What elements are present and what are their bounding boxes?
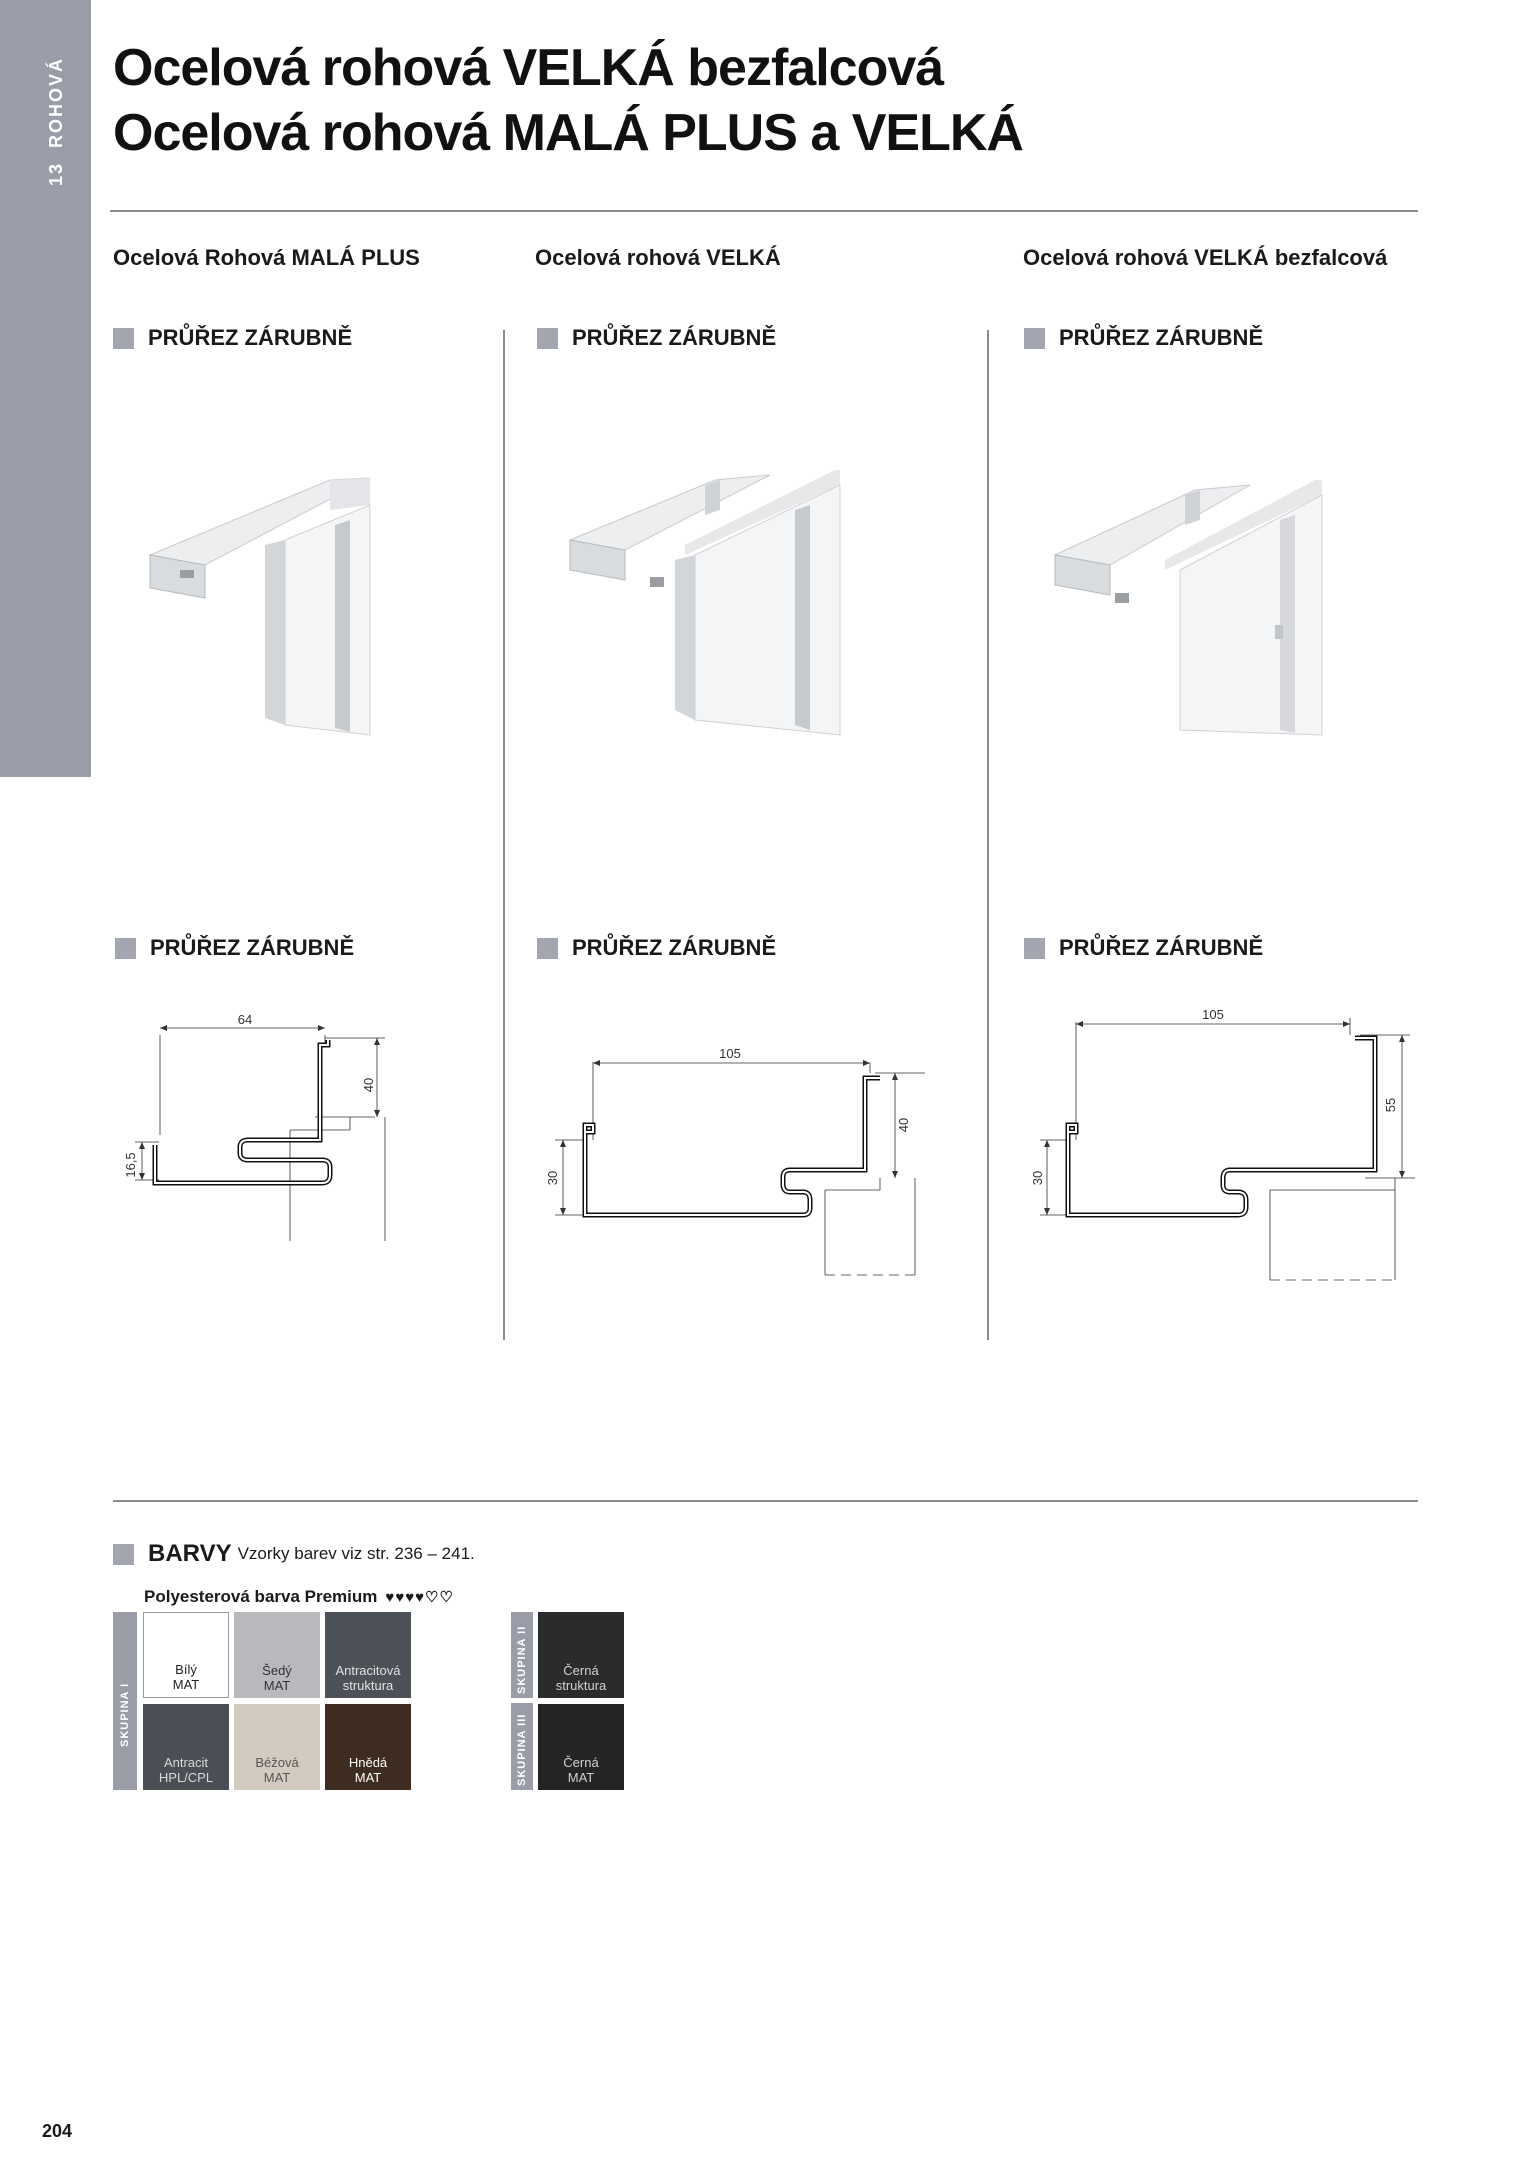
- column-title-velka: Ocelová rohová VELKÁ: [535, 245, 781, 270]
- group-label-1: SKUPINA I: [113, 1612, 137, 1790]
- side-tab-text: [46, 57, 67, 186]
- profile-diagram-velka: [535, 1040, 935, 1290]
- color-swatch: [234, 1704, 320, 1790]
- frame-photo-velka: [565, 465, 845, 745]
- column-title-velka-bezfalcova: Ocelová rohová VELKÁ bezfalcová: [1023, 245, 1388, 270]
- page-title-line-2: Ocelová rohová MALÁ PLUS a VELKÁ: [113, 104, 1023, 162]
- color-swatch-label: Antracit HPL/CPL: [158, 1755, 214, 1785]
- color-swatch: [325, 1704, 411, 1790]
- colors-heading: [113, 1540, 475, 1568]
- bullet-square-icon: [115, 938, 136, 959]
- dim-depth-label: 55: [1383, 1097, 1398, 1113]
- column-divider: [503, 330, 505, 1340]
- dim-width-label: 64: [237, 1012, 253, 1027]
- premium-paint-label: Polyesterová barva Premium ♥♥♥♥♡♡: [144, 1587, 454, 1606]
- rating-hearts-icon: ♥♥♥♥♡♡: [385, 1589, 454, 1606]
- bullet-square-icon: [1024, 328, 1045, 349]
- color-swatch: [143, 1612, 229, 1698]
- section-heading: PRŮŘEZ ZÁRUBNĚ: [1024, 935, 1263, 961]
- color-swatch: [538, 1612, 624, 1698]
- dim-rebate-label: 30: [1030, 1170, 1045, 1186]
- colors-label: BARVY: [148, 1540, 232, 1567]
- bullet-square-icon: [113, 328, 134, 349]
- dim-depth-label: 40: [361, 1077, 376, 1093]
- chapter-label: ROHOVÁ: [46, 56, 66, 148]
- color-swatch-label: Šedý MAT: [262, 1663, 292, 1693]
- color-swatch-label: Bílý MAT: [172, 1662, 200, 1692]
- side-tab: [0, 0, 91, 777]
- dim-rebate-label: 30: [545, 1170, 560, 1186]
- colors-divider: [113, 1500, 1418, 1502]
- color-swatch-label: Hnědá MAT: [348, 1755, 388, 1785]
- profile-diagram-mala-plus: [115, 1005, 435, 1255]
- colors-note: Vzorky barev viz str. 236 – 241.: [237, 1544, 475, 1563]
- frame-photo-velka-bezfalcova: [1050, 465, 1330, 745]
- bullet-square-icon: [113, 1544, 134, 1565]
- dim-depth-label: 40: [896, 1117, 911, 1133]
- frame-photo-mala-plus: [145, 470, 385, 740]
- bullet-square-icon: [537, 328, 558, 349]
- page-number: 204: [42, 2121, 73, 2141]
- color-swatch: [143, 1704, 229, 1790]
- section-heading: PRŮŘEZ ZÁRUBNĚ: [537, 325, 776, 351]
- color-swatch: [325, 1612, 411, 1698]
- color-swatch-label: Antracitová struktura: [335, 1663, 401, 1693]
- color-swatch-label: Černá struktura: [555, 1663, 607, 1693]
- color-swatch-label: Černá MAT: [563, 1755, 599, 1785]
- color-swatch: [234, 1612, 320, 1698]
- page-title-line-1: Ocelová rohová VELKÁ bezfalcová: [113, 39, 944, 97]
- section-heading: PRŮŘEZ ZÁRUBNĚ: [115, 935, 354, 961]
- section-heading: PRŮŘEZ ZÁRUBNĚ: [537, 935, 776, 961]
- group-label-2: SKUPINA II: [511, 1612, 533, 1698]
- bullet-square-icon: [537, 938, 558, 959]
- profile-diagram-velka-bezfalcova: [1020, 1000, 1420, 1290]
- title-divider: [110, 210, 1418, 212]
- section-heading: PRŮŘEZ ZÁRUBNĚ: [1024, 325, 1263, 351]
- dim-rebate-label: 16,5: [123, 1152, 138, 1178]
- dim-width-label: 105: [719, 1046, 741, 1061]
- column-title-mala-plus: Ocelová Rohová MALÁ PLUS: [113, 245, 420, 270]
- bullet-square-icon: [1024, 938, 1045, 959]
- section-heading: PRŮŘEZ ZÁRUBNĚ: [113, 325, 352, 351]
- dim-width-label: 105: [1202, 1007, 1224, 1022]
- color-swatch: [538, 1704, 624, 1790]
- color-swatch-label: Béžová MAT: [255, 1755, 299, 1785]
- column-divider: [987, 330, 989, 1340]
- chapter-number: 13: [46, 161, 66, 186]
- group-label-3: SKUPINA III: [511, 1703, 533, 1790]
